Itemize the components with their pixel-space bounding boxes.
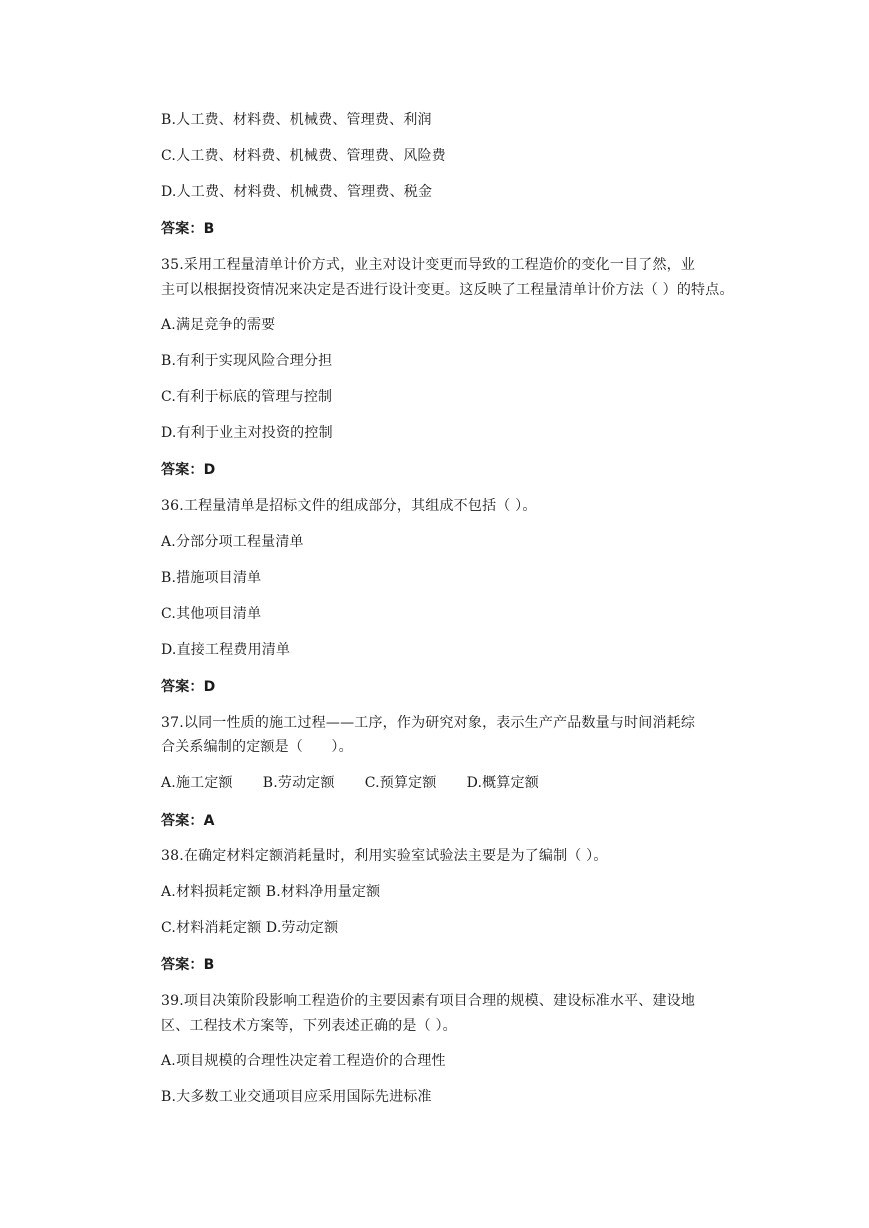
q39-stem-line1: 39.项目决策阶段影响工程造价的主要因素有项目合理的规模、建设标准水平、建设地 xyxy=(161,993,696,1009)
q37-option-b: B.劳动定额 xyxy=(262,775,335,791)
q39-option-b: B.大多数工业交通项目应采用国际先进标准 xyxy=(161,1089,432,1105)
q36-option-b: B.措施项目清单 xyxy=(161,570,262,586)
q37-option-a: A.施工定额 xyxy=(161,775,233,791)
q35-option-a: A.满足竞争的需要 xyxy=(161,317,276,333)
q36-answer: 答案：D xyxy=(161,679,216,695)
q34-option-c: C.人工费、材料费、机械费、管理费、风险费 xyxy=(161,148,446,164)
q39-stem-line2: 区、工程技术方案等，下列表述正确的是（ ）。 xyxy=(161,1018,457,1034)
q36-option-a: A.分部分项工程量清单 xyxy=(161,534,304,550)
q35-answer: 答案：D xyxy=(161,462,216,478)
q38-options-line2: C.材料消耗定额 D.劳动定额 xyxy=(161,920,339,936)
q34-option-d: D.人工费、材料费、机械费、管理费、税金 xyxy=(161,184,433,200)
q35-stem-line2: 主可以根据投资情况来决定是否进行设计变更。这反映了工程量清单计价方法（ ）的特点。 xyxy=(161,282,734,298)
q36-option-c: C.其他项目清单 xyxy=(161,606,262,622)
q37-options xyxy=(161,773,539,793)
q35-stem-line1: 35.采用工程量清单计价方式，业主对设计变更而导致的工程造价的变化一目了然，业 xyxy=(161,257,696,273)
q38-stem: 38.在确定材料定额消耗量时，利用实验室试验法主要是为了编制（ ）。 xyxy=(161,848,608,864)
q35-option-b: B.有利于实现风险合理分担 xyxy=(161,353,333,369)
q35-option-c: C.有利于标底的管理与控制 xyxy=(161,389,333,405)
q37-option-c: C.预算定额 xyxy=(364,775,437,791)
q34-answer: 答案：B xyxy=(161,221,215,237)
q37-stem-line1: 37.以同一性质的施工过程——工序，作为研究对象，表示生产产品数量与时间消耗综 xyxy=(161,715,696,731)
q36-option-d: D.直接工程费用清单 xyxy=(161,642,291,658)
q36-stem: 36.工程量清单是招标文件的组成部分，其组成不包括（ ）。 xyxy=(161,498,537,514)
q37-stem-line2: 合关系编制的定额是（ ）。 xyxy=(161,739,353,755)
q38-answer: 答案：B xyxy=(161,957,215,973)
q38-options-line1: A.材料损耗定额 B.材料净用量定额 xyxy=(161,884,381,900)
q34-option-b: B.人工费、材料费、机械费、管理费、利润 xyxy=(161,112,432,128)
q35-option-d: D.有利于业主对投资的控制 xyxy=(161,425,333,441)
q37-option-d: D.概算定额 xyxy=(466,775,539,791)
q39-option-a: A.项目规模的合理性决定着工程造价的合理性 xyxy=(161,1053,446,1069)
q37-answer: 答案：A xyxy=(161,813,215,829)
